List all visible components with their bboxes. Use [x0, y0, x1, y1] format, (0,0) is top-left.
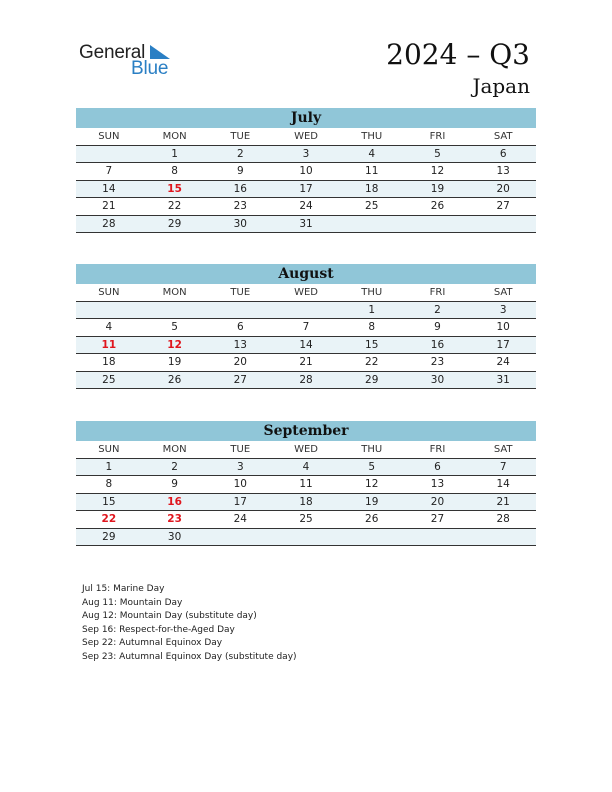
week-row: [76, 372, 536, 390]
empty-day-cell: [405, 529, 471, 546]
day-cell: 22: [101, 513, 117, 525]
day-cell: 7: [105, 165, 113, 177]
holiday-note: Aug 12: Mountain Day (substitute day): [82, 611, 257, 621]
day-cell: 15: [365, 338, 379, 351]
day-cell: 12: [430, 165, 445, 177]
day-cell: 22: [365, 356, 379, 368]
month-grid: [76, 284, 536, 389]
day-cell: 11: [299, 478, 313, 490]
week-row: [76, 511, 536, 529]
holiday-note: Jul 15: Marine Day: [82, 584, 165, 594]
day-cell: 7: [302, 321, 310, 333]
day-cell: 18: [102, 356, 116, 368]
empty-day-cell: [207, 302, 273, 319]
holiday-note: Sep 16: Respect-for-the-Aged Day: [82, 624, 235, 635]
weekday-label: SAT: [493, 444, 513, 455]
empty-day-cell: [207, 529, 273, 546]
quarter-title: 2024 – Q3: [386, 38, 530, 71]
week-row: [76, 476, 536, 494]
day-cell: 5: [368, 460, 376, 473]
month-july: [76, 108, 536, 233]
month-title: August: [76, 264, 536, 284]
generalblue-logo: [79, 42, 179, 82]
day-cell: 12: [365, 478, 379, 490]
day-cell: 1: [368, 303, 376, 316]
day-cell: 27: [496, 200, 510, 212]
week-row: [76, 337, 536, 355]
weekday-label: SAT: [493, 287, 513, 298]
day-cell: 20: [430, 495, 445, 508]
day-cell: 30: [233, 217, 247, 230]
day-cell: 8: [171, 165, 178, 177]
day-cell: 19: [430, 182, 445, 195]
weekday-label: MON: [162, 131, 187, 142]
day-cell: 18: [299, 495, 313, 508]
weekday-header-row: [76, 128, 536, 146]
holiday-note: Aug 11: Mountain Day: [82, 597, 183, 608]
weekday-header-row: [76, 284, 536, 302]
holiday-note: Sep 23: Autumnal Equinox Day (substitute day): [82, 651, 297, 662]
day-cell: 3: [236, 460, 244, 473]
day-cell: 7: [499, 460, 507, 473]
day-cell: 27: [233, 373, 247, 386]
day-cell: 24: [299, 200, 313, 212]
weekday-label: SAT: [493, 131, 513, 142]
day-cell: 8: [105, 478, 113, 490]
day-cell: 26: [365, 513, 379, 525]
day-cell: 23: [233, 200, 247, 212]
empty-day-cell: [339, 529, 405, 546]
weekday-label: THU: [361, 131, 383, 142]
day-cell: 9: [434, 321, 441, 333]
empty-day-cell: [273, 529, 339, 546]
day-cell: 4: [105, 321, 113, 333]
day-cell: 22: [167, 200, 182, 212]
empty-day-cell: [339, 216, 405, 233]
day-cell: 3: [302, 147, 310, 160]
weekday-label: FRI: [429, 444, 446, 455]
empty-day-cell: [76, 146, 142, 163]
day-cell: 15: [102, 495, 116, 508]
day-cell: 8: [368, 321, 376, 333]
week-row: [76, 198, 536, 216]
month-title: September: [76, 421, 536, 441]
day-cell: 26: [167, 373, 182, 386]
day-cell: 5: [171, 321, 178, 333]
day-cell: 23: [430, 356, 445, 368]
day-cell: 1: [171, 147, 178, 160]
day-cell: 17: [233, 495, 247, 508]
day-cell: 21: [102, 200, 116, 212]
day-cell: 4: [302, 460, 310, 473]
holiday-note: Sep 22: Autumnal Equinox Day: [82, 638, 223, 648]
week-row: [76, 459, 536, 477]
week-row: [76, 494, 536, 512]
day-cell: 19: [167, 356, 182, 368]
day-cell: 21: [299, 356, 313, 368]
logo-word-general: General: [79, 42, 146, 63]
day-cell: 25: [102, 373, 116, 386]
weekday-header-row: [76, 441, 536, 459]
weekday-label: SUN: [98, 444, 120, 455]
weekday-label: WED: [294, 287, 318, 298]
day-cell: 2: [236, 147, 244, 160]
empty-day-cell: [470, 216, 536, 233]
empty-day-cell: [273, 302, 339, 319]
day-cell: 18: [365, 182, 379, 195]
month-title: July: [76, 108, 536, 128]
day-cell: 5: [434, 147, 441, 160]
day-cell: 24: [496, 356, 510, 368]
day-cell: 10: [299, 165, 313, 177]
empty-day-cell: [470, 529, 536, 546]
day-cell: 10: [233, 478, 247, 490]
week-row: [76, 302, 536, 320]
logo-word-blue: Blue: [131, 58, 169, 79]
empty-day-cell: [405, 216, 471, 233]
day-cell: 29: [167, 217, 182, 230]
week-row: [76, 216, 536, 234]
day-cell: 10: [496, 321, 510, 333]
day-cell: 24: [233, 513, 247, 525]
day-cell: 28: [102, 217, 116, 230]
day-cell: 28: [496, 513, 510, 525]
weekday-label: TUE: [230, 131, 251, 142]
day-cell: 15: [167, 182, 182, 195]
weekday-label: THU: [361, 444, 383, 455]
day-cell: 27: [430, 513, 445, 525]
day-cell: 9: [171, 478, 178, 490]
month-september: [76, 421, 536, 546]
week-row: [76, 319, 536, 337]
day-cell: 4: [368, 147, 376, 160]
day-cell: 25: [299, 513, 313, 525]
day-cell: 29: [102, 530, 116, 543]
weekday-label: SUN: [98, 287, 120, 298]
weekday-label: WED: [294, 131, 318, 142]
day-cell: 6: [434, 460, 441, 473]
week-row: [76, 529, 536, 547]
week-row: [76, 146, 536, 164]
weekday-label: FRI: [429, 131, 446, 142]
month-august: [76, 264, 536, 389]
holiday-notes: [82, 583, 297, 664]
day-cell: 20: [233, 356, 247, 368]
day-cell: 17: [496, 338, 510, 351]
day-cell: 29: [365, 373, 379, 386]
month-grid: [76, 128, 536, 233]
country-name: Japan: [472, 74, 530, 98]
weekday-label: WED: [294, 444, 318, 455]
weekday-label: MON: [162, 444, 187, 455]
day-cell: 14: [299, 338, 313, 351]
day-cell: 11: [101, 338, 117, 351]
day-cell: 28: [299, 373, 313, 386]
day-cell: 30: [167, 530, 182, 543]
day-cell: 16: [430, 338, 445, 351]
weekday-label: TUE: [230, 287, 251, 298]
day-cell: 2: [434, 303, 441, 316]
empty-day-cell: [142, 302, 208, 319]
weekday-label: THU: [361, 287, 383, 298]
day-cell: 3: [499, 303, 507, 316]
day-cell: 14: [102, 182, 116, 195]
day-cell: 25: [365, 200, 379, 212]
day-cell: 13: [430, 478, 445, 490]
day-cell: 31: [299, 217, 313, 230]
week-row: [76, 181, 536, 199]
weekday-label: SUN: [98, 131, 120, 142]
month-grid: [76, 441, 536, 546]
day-cell: 19: [365, 495, 379, 508]
day-cell: 11: [365, 165, 379, 177]
week-row: [76, 354, 536, 372]
weekday-label: TUE: [230, 444, 251, 455]
weekday-label: FRI: [429, 287, 446, 298]
day-cell: 6: [499, 147, 507, 160]
day-cell: 30: [430, 373, 445, 386]
day-cell: 2: [171, 460, 178, 473]
day-cell: 12: [167, 338, 182, 351]
day-cell: 20: [496, 182, 510, 195]
day-cell: 14: [496, 478, 510, 490]
day-cell: 16: [167, 495, 182, 508]
day-cell: 16: [233, 182, 247, 195]
day-cell: 9: [236, 165, 244, 177]
day-cell: 21: [496, 495, 510, 508]
weekday-label: MON: [162, 287, 187, 298]
day-cell: 31: [496, 373, 510, 386]
day-cell: 13: [233, 338, 247, 351]
day-cell: 6: [236, 321, 244, 333]
day-cell: 17: [299, 182, 313, 195]
day-cell: 23: [167, 513, 182, 525]
day-cell: 1: [105, 460, 113, 473]
day-cell: 26: [430, 200, 445, 212]
week-row: [76, 163, 536, 181]
day-cell: 13: [496, 165, 510, 177]
empty-day-cell: [76, 302, 142, 319]
